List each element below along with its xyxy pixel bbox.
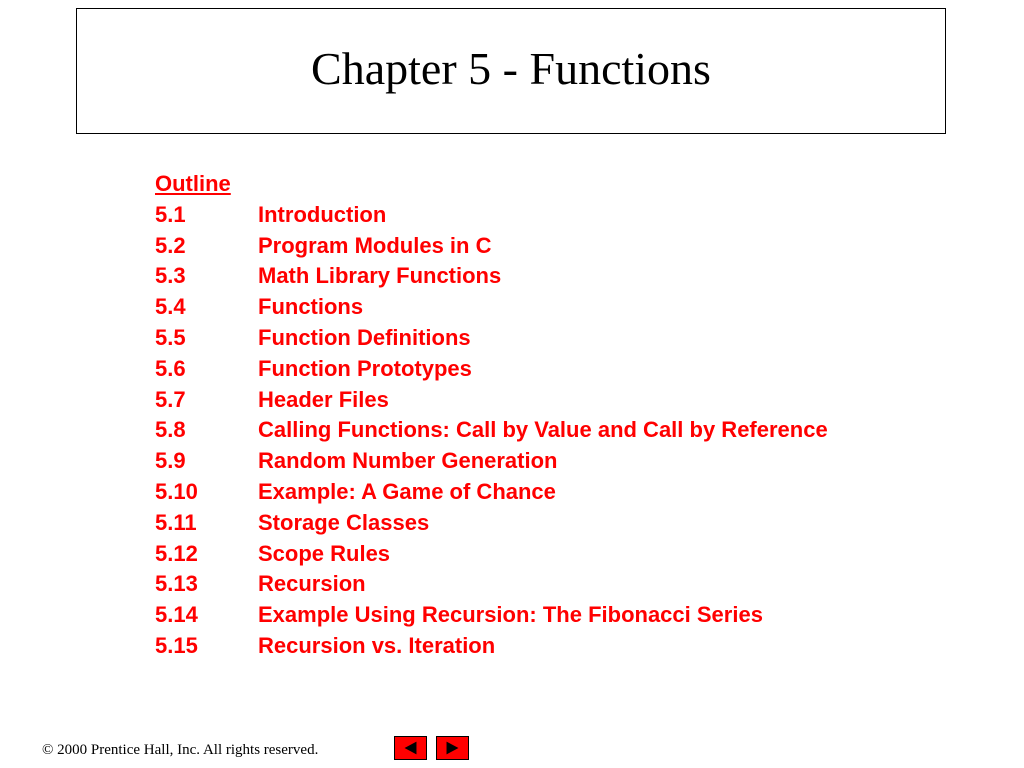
- outline-item: [155, 415, 875, 446]
- outline-item-number: 5.4: [155, 294, 186, 320]
- outline-item: [155, 323, 875, 354]
- outline-item-number: 5.3: [155, 263, 186, 289]
- outline-item: [155, 354, 875, 385]
- outline-item: [155, 231, 875, 262]
- outline-item-label: Function Prototypes: [258, 355, 472, 381]
- outline: [155, 169, 875, 662]
- outline-item-label: Calling Functions: Call by Value and Call by Reference: [258, 417, 828, 443]
- outline-item: [155, 477, 875, 508]
- next-slide-button[interactable]: [436, 736, 469, 760]
- outline-item: [155, 569, 875, 600]
- outline-item-label: Functions: [258, 294, 364, 320]
- outline-item-label: Random Number Generation: [258, 448, 558, 474]
- outline-item: [155, 385, 875, 416]
- outline-item-label: Scope Rules: [258, 540, 391, 566]
- outline-item-label: Example Using Recursion: The Fibonacci Series: [258, 602, 763, 628]
- outline-item-number: 5.13: [155, 571, 198, 597]
- outline-item: [155, 539, 875, 570]
- outline-heading: Outline: [155, 171, 231, 196]
- outline-item-number: 5.9: [155, 448, 186, 474]
- outline-item-label: Recursion: [258, 571, 366, 597]
- outline-item-label: Header Files: [258, 386, 389, 412]
- outline-item: [155, 292, 875, 323]
- outline-item-label: Function Definitions: [258, 324, 471, 350]
- outline-item-number: 5.2: [155, 232, 186, 258]
- outline-item-number: 5.12: [155, 540, 198, 566]
- copyright-footer: © 2000 Prentice Hall, Inc. All rights reserved.: [42, 742, 319, 758]
- outline-item: [155, 446, 875, 477]
- left-arrow-icon: [395, 737, 426, 759]
- outline-item-label: Storage Classes: [258, 509, 430, 535]
- slide-title: Chapter 5 - Functions: [311, 43, 711, 94]
- outline-item: [155, 631, 875, 662]
- outline-item-number: 5.6: [155, 355, 186, 381]
- outline-item-number: 5.11: [155, 509, 197, 535]
- outline-item: [155, 261, 875, 292]
- outline-item-label: Introduction: [258, 201, 387, 227]
- outline-item: [155, 200, 875, 231]
- right-arrow-icon: [437, 737, 468, 759]
- previous-slide-button[interactable]: [394, 736, 427, 760]
- outline-item-number: 5.5: [155, 324, 186, 350]
- outline-item-number: 5.1: [155, 201, 186, 227]
- outline-item-label: Recursion vs. Iteration: [258, 632, 496, 658]
- outline-heading-row: [155, 169, 875, 200]
- outline-item-number: 5.8: [155, 417, 186, 443]
- outline-item-number: 5.14: [155, 602, 198, 628]
- outline-item-number: 5.7: [155, 386, 186, 412]
- outline-item: [155, 508, 875, 539]
- outline-item-number: 5.15: [155, 632, 198, 658]
- title-box: [76, 8, 946, 134]
- outline-item-label: Example: A Game of Chance: [258, 478, 556, 504]
- outline-item-label: Math Library Functions: [258, 263, 502, 289]
- outline-item-number: 5.10: [155, 478, 198, 504]
- outline-list: [155, 200, 875, 662]
- outline-item-label: Program Modules in C: [258, 232, 492, 258]
- outline-item: [155, 600, 875, 631]
